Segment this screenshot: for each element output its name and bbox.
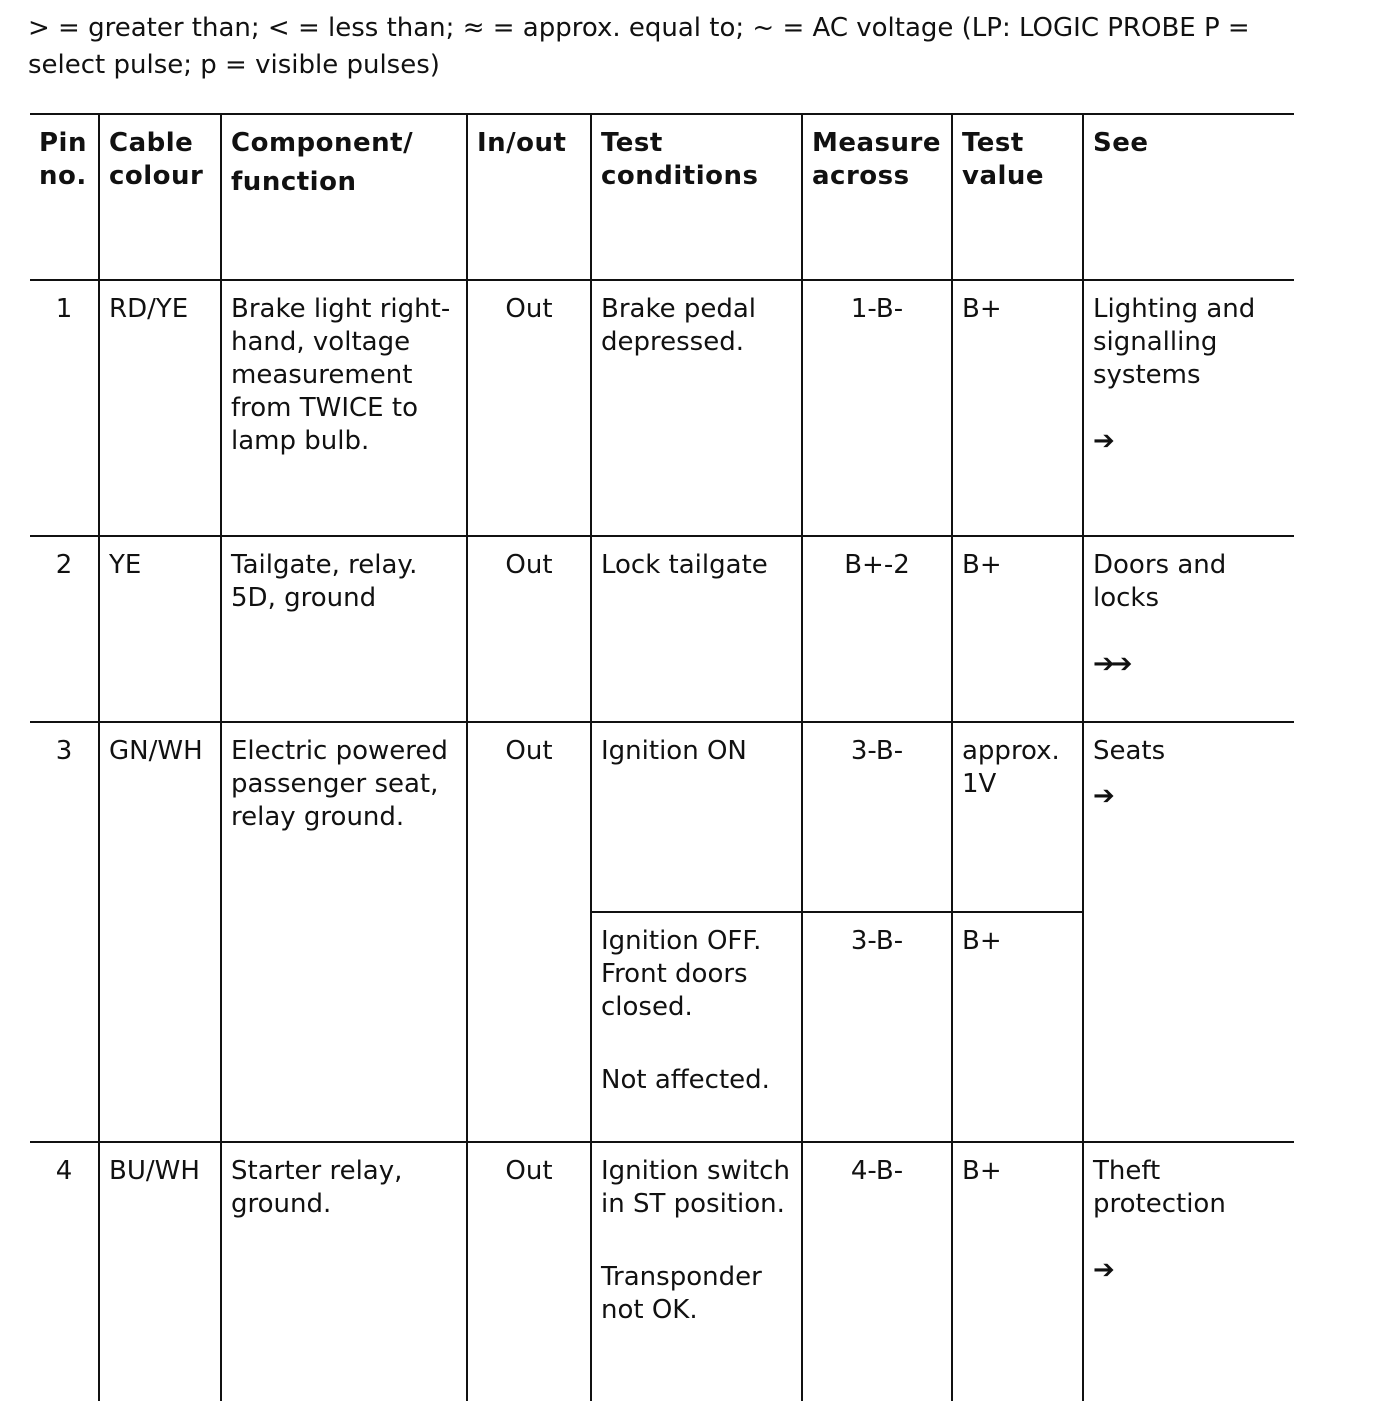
- table-row: [30, 722, 1294, 912]
- pin-cell: 3: [30, 722, 99, 1142]
- arrow-icon: ➔: [1093, 781, 1111, 811]
- see-cell: [1083, 536, 1294, 722]
- component-cell: Brake light right-hand, voltage measurement from TWICE to lamp bulb.: [221, 280, 467, 536]
- table-row: [30, 280, 1294, 536]
- component-cell: Starter relay, ground.: [221, 1142, 467, 1401]
- arrow-icon: ➔: [1093, 1255, 1111, 1285]
- measure-cell: 1-B-: [802, 280, 952, 536]
- pin-cell: 1: [30, 280, 99, 536]
- condition-cell: [591, 1142, 802, 1401]
- header-cable: Cable colour: [99, 114, 221, 280]
- see-cell: [1083, 722, 1294, 1142]
- see-text: Seats: [1093, 736, 1166, 766]
- header-component-line2: function: [231, 167, 357, 197]
- value-cell: B+: [952, 536, 1083, 722]
- header-see: See: [1083, 114, 1294, 280]
- condition-cell: [591, 912, 802, 1142]
- see-text: Lighting and signalling systems: [1093, 294, 1256, 390]
- inout-cell: Out: [467, 536, 591, 722]
- value-cell: B+: [952, 1142, 1083, 1401]
- header-test-conditions: Test conditions: [591, 114, 802, 280]
- header-component: [221, 114, 467, 280]
- see-text: Doors and locks: [1093, 550, 1227, 613]
- table-row: [30, 1142, 1294, 1401]
- value-cell: B+: [952, 912, 1083, 1142]
- measure-cell: 3-B-: [802, 722, 952, 912]
- component-cell: Electric powered passenger seat, relay ground.: [221, 722, 467, 1142]
- condition-text: Ignition switch in ST position.: [601, 1156, 790, 1219]
- table-row: [30, 536, 1294, 722]
- condition-note: Not affected.: [601, 1065, 770, 1095]
- condition-cell: Lock tailgate: [591, 536, 802, 722]
- header-measure: Measure across: [802, 114, 952, 280]
- condition-cell: Brake pedal depressed.: [591, 280, 802, 536]
- inout-cell: Out: [467, 1142, 591, 1401]
- pin-cell: 2: [30, 536, 99, 722]
- header-test-value: Test value: [952, 114, 1083, 280]
- condition-note: Transponder not OK.: [601, 1262, 762, 1325]
- measure-cell: 4-B-: [802, 1142, 952, 1401]
- measure-cell: 3-B-: [802, 912, 952, 1142]
- component-cell: Tailgate, relay. 5D, ground: [221, 536, 467, 722]
- arrow-icon: ➔: [1093, 426, 1111, 456]
- header-component-line1: Component/: [231, 128, 414, 158]
- condition-text: Ignition OFF. Front doors closed.: [601, 926, 762, 1022]
- see-text: Theft protection: [1093, 1156, 1226, 1219]
- legend-text: > = greater than; < = less than; ≈ = approx. equal to; ~ = AC voltage (LP: LOGIC PROBE P = select pulse; p = visible pulses): [28, 13, 1250, 80]
- see-cell: [1083, 1142, 1294, 1401]
- cable-cell: RD/YE: [99, 280, 221, 536]
- pin-table: [30, 113, 1294, 1401]
- inout-cell: Out: [467, 722, 591, 1142]
- inout-cell: Out: [467, 280, 591, 536]
- measure-cell: B+-2: [802, 536, 952, 722]
- header-inout: In/out: [467, 114, 591, 280]
- cable-cell: YE: [99, 536, 221, 722]
- condition-cell: Ignition ON: [591, 722, 802, 912]
- value-cell: approx. 1V: [952, 722, 1083, 912]
- see-cell: [1083, 280, 1294, 536]
- header-pin: Pin no.: [30, 114, 99, 280]
- value-cell: B+: [952, 280, 1083, 536]
- cable-cell: GN/WH: [99, 722, 221, 1142]
- double-arrow-icon: ➔➔: [1093, 649, 1129, 679]
- cable-cell: BU/WH: [99, 1142, 221, 1401]
- header-row: [30, 114, 1294, 280]
- pin-cell: 4: [30, 1142, 99, 1401]
